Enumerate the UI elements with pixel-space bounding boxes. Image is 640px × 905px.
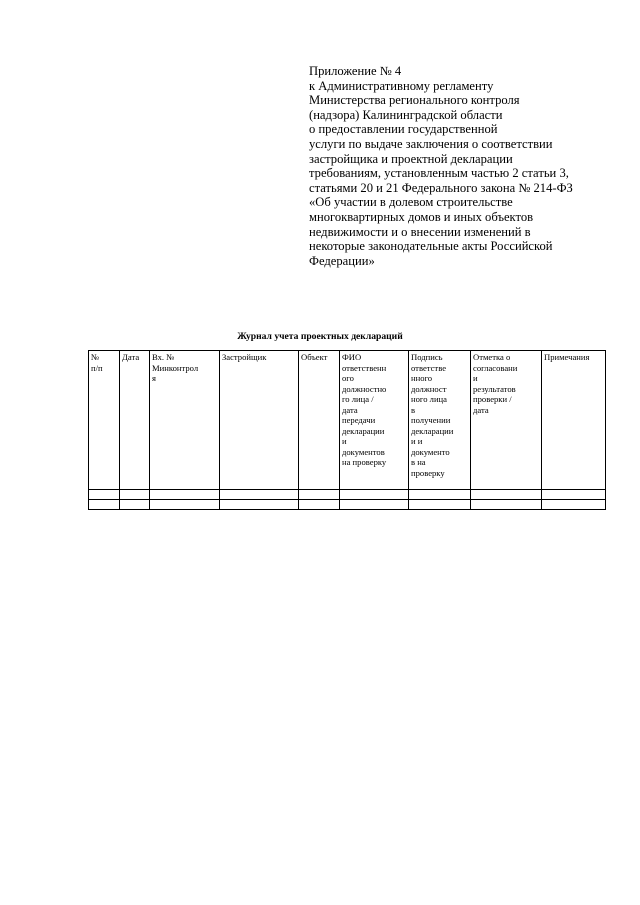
table-cell <box>220 500 299 510</box>
appendix-header-line: о предоставлении государственной <box>309 122 498 137</box>
column-header-label: № п/п <box>91 352 103 373</box>
column-header-signature <box>409 351 471 490</box>
column-header-incoming-number <box>150 351 220 490</box>
column-header-object <box>299 351 340 490</box>
journal-title: Журнал учета проектных деклараций <box>237 331 403 342</box>
appendix-header-line: недвижимости и о внесении изменений в <box>309 224 531 239</box>
table-cell <box>542 490 606 500</box>
column-header-responsible-official <box>340 351 409 490</box>
table-cell <box>471 500 542 510</box>
appendix-header-line: Министерства регионального контроля <box>309 93 520 108</box>
journal-table <box>88 350 606 510</box>
table-cell <box>340 490 409 500</box>
column-header-label: Объект <box>301 352 328 362</box>
appendix-header-line: Федерации» <box>309 253 375 268</box>
column-header-developer <box>220 351 299 490</box>
appendix-header-line: «Об участии в долевом строительстве <box>309 195 513 210</box>
appendix-header-line: требованиям, установленным частью 2 статьи 3, <box>309 166 569 181</box>
column-header-label: Подпись ответстве нного должност ного лица в получении декларации и и документо в на проверку <box>411 352 454 478</box>
column-header-number <box>89 351 120 490</box>
appendix-header-line: застройщика и проектной декларации <box>309 151 513 166</box>
column-header-label: Отметка о согласовани и результатов проверки / дата <box>473 352 518 415</box>
column-header-date <box>120 351 150 490</box>
table-cell <box>340 500 409 510</box>
table-cell <box>120 490 150 500</box>
column-header-label: ФИО ответственн ого должностно го лица / дата передачи декларации и документов на проверку <box>342 352 387 467</box>
table-cell <box>150 500 220 510</box>
column-header-notes <box>542 351 606 490</box>
table-cell <box>220 490 299 500</box>
appendix-header-line: услуги по выдаче заключения о соответствии <box>309 136 553 151</box>
appendix-header-line: многоквартирных домов и иных объектов <box>309 209 534 224</box>
table-cell <box>471 490 542 500</box>
column-header-label: Примечания <box>544 352 590 362</box>
table-cell <box>542 500 606 510</box>
appendix-header-line: некоторые законодательные акты Российской <box>309 239 553 254</box>
appendix-header-line: статьями 20 и 21 Федерального закона № 214-ФЗ <box>309 180 573 195</box>
table-cell <box>150 490 220 500</box>
table-row <box>89 490 606 500</box>
column-header-label: Застройщик <box>222 352 267 362</box>
column-header-label: Вх. № Минконтрол я <box>152 352 199 383</box>
column-header-approval-mark <box>471 351 542 490</box>
appendix-header <box>309 64 609 268</box>
column-header-label: Дата <box>122 352 140 362</box>
table-header-row <box>89 351 606 490</box>
appendix-header-line: к Административному регламенту <box>309 78 494 93</box>
appendix-header-line: Приложение № 4 <box>309 64 402 78</box>
table-cell <box>299 490 340 500</box>
table-cell <box>89 500 120 510</box>
table-cell <box>409 490 471 500</box>
table-row <box>89 500 606 510</box>
table-cell <box>299 500 340 510</box>
table-cell <box>409 500 471 510</box>
appendix-header-line: (надзора) Калининградской области <box>309 107 503 122</box>
table-cell <box>89 490 120 500</box>
table-cell <box>120 500 150 510</box>
